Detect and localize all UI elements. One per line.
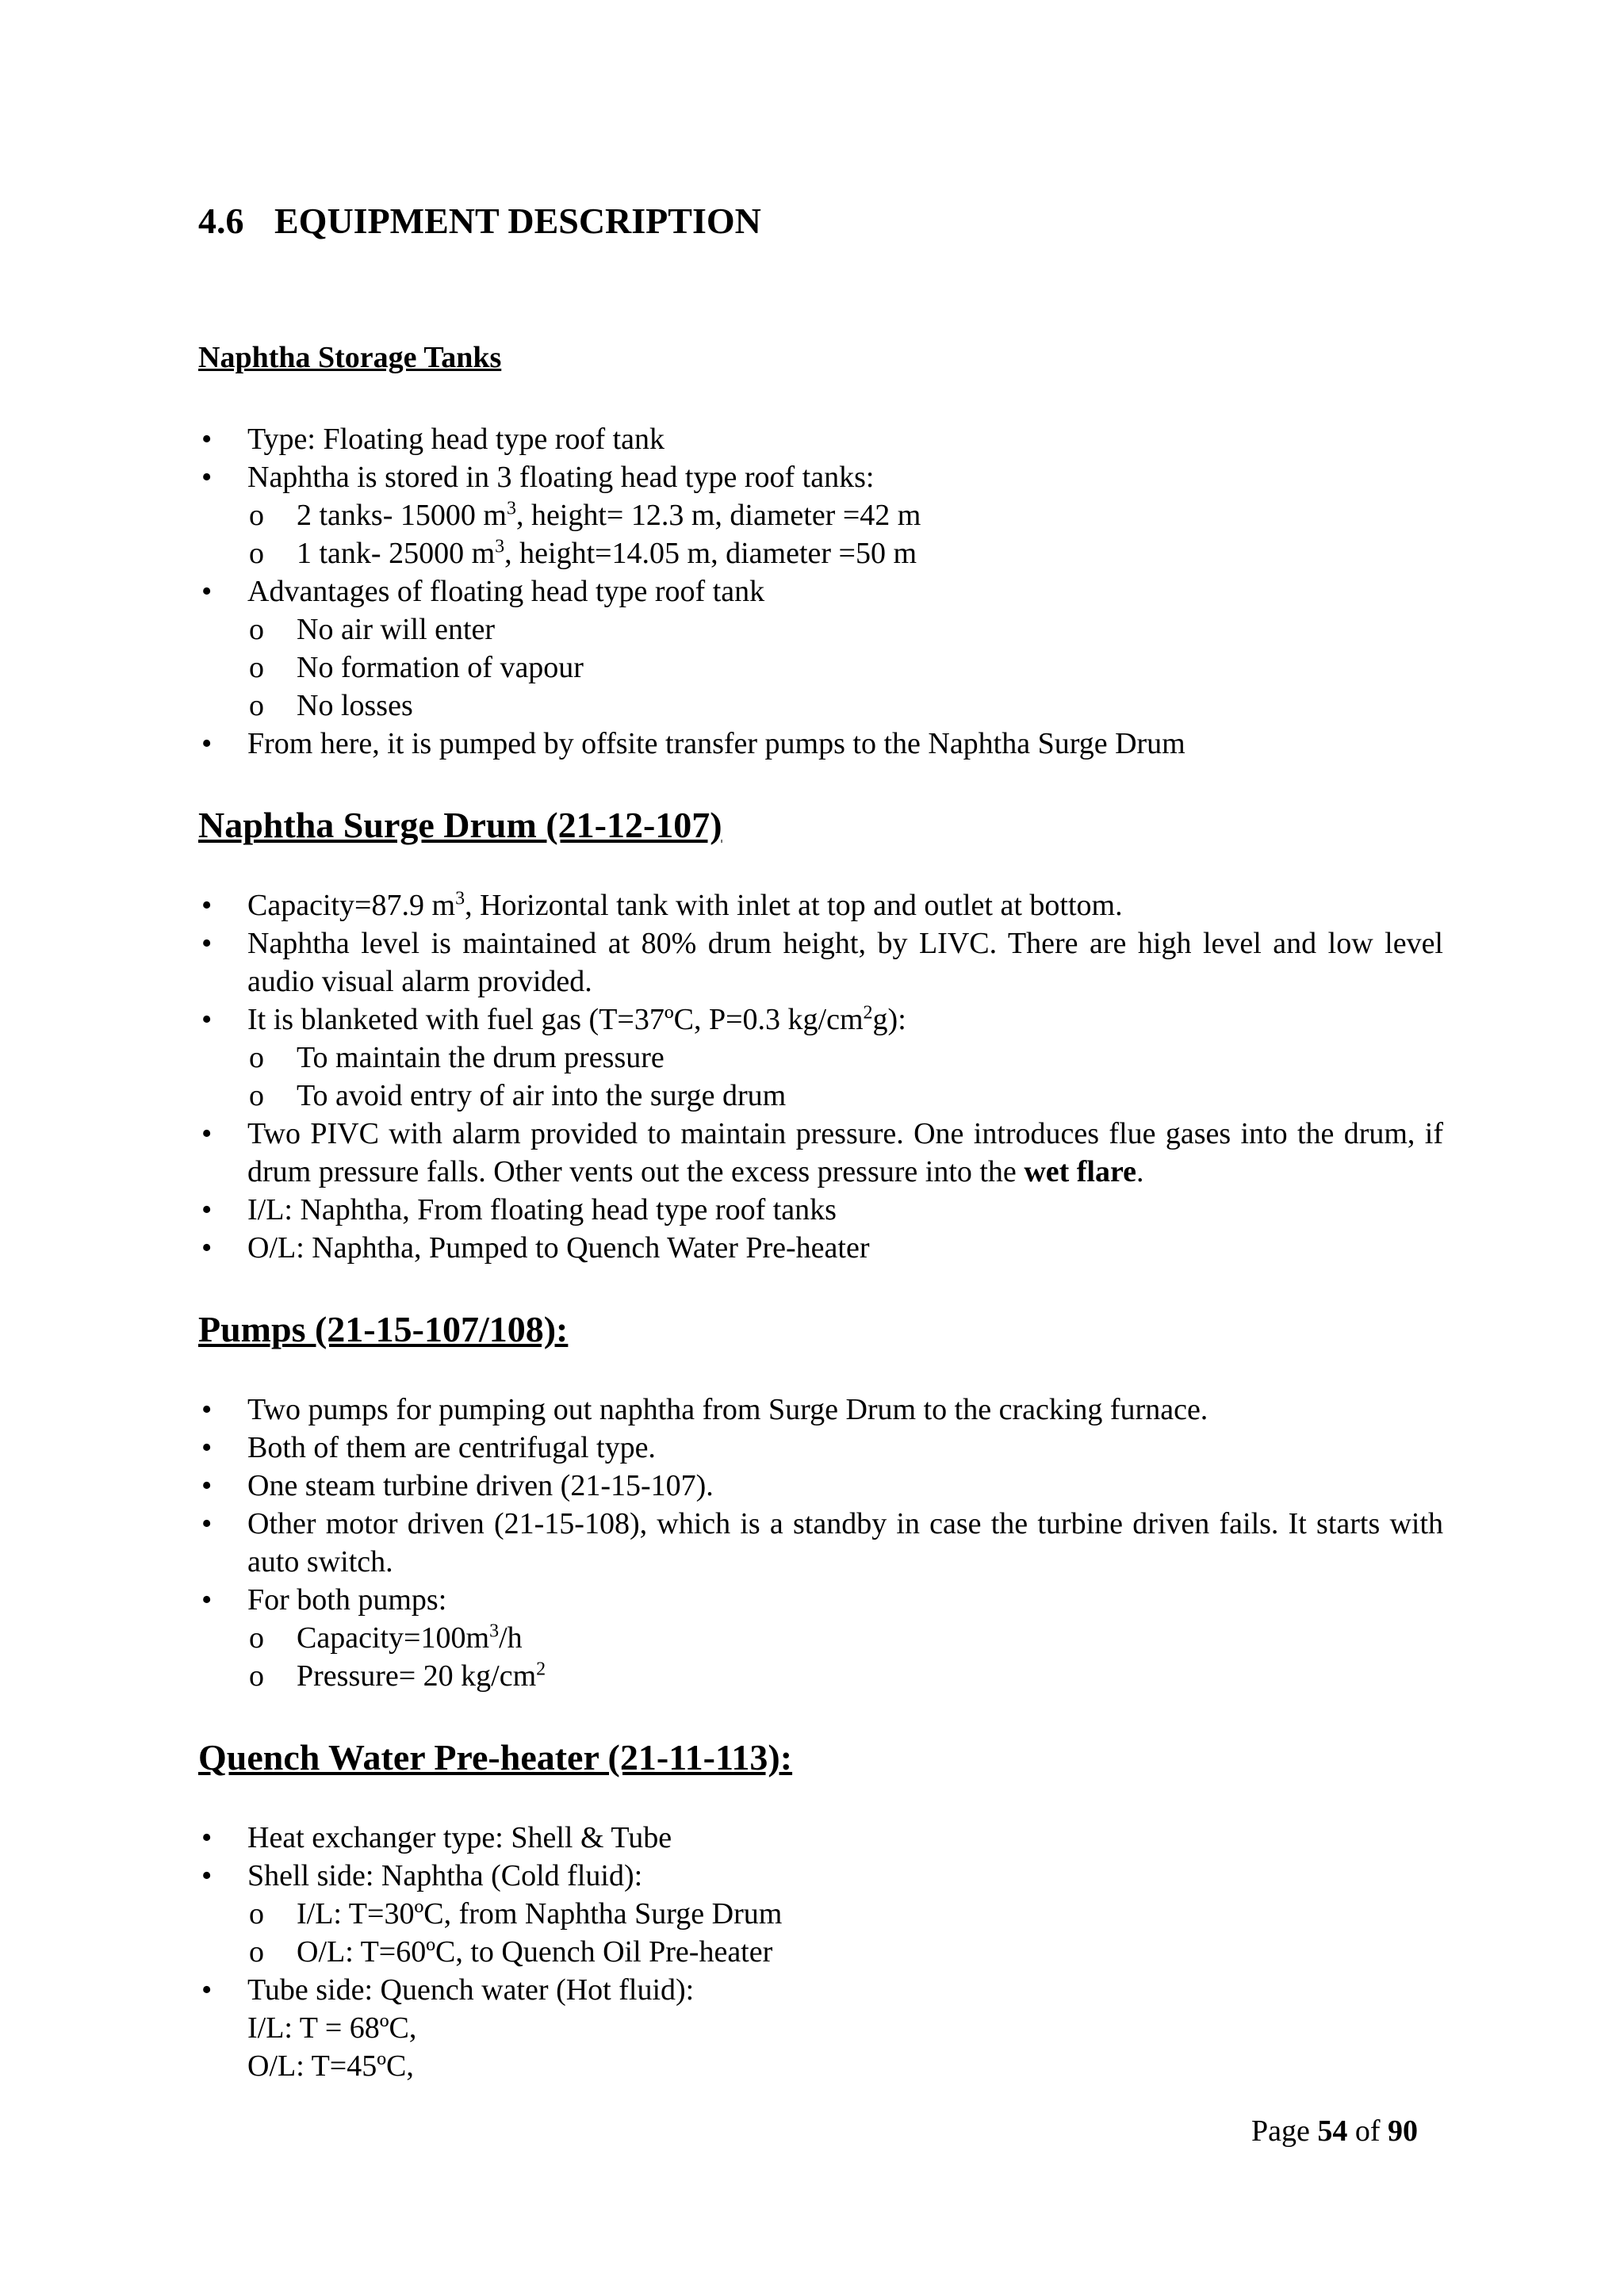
item-text: Shell side: Naphtha (Cold fluid):	[247, 1859, 643, 1892]
item-text: /h	[499, 1621, 523, 1655]
item-text: , height= 12.3 m, diameter =42 m	[515, 499, 921, 532]
item-text: It is blanketed with fuel gas (T=37ºC, P=0.3 kg/cm	[247, 1003, 864, 1036]
bullet-icon: •	[201, 927, 213, 960]
item-text: Capacity=100m	[297, 1621, 490, 1655]
tube-inlet-line: I/L: T = 68ºC,	[247, 2011, 417, 2045]
item-text: Pressure= 20 kg/cm	[297, 1659, 537, 1693]
item-text: O/L: T=60ºC, to Quench Oil Pre-heater	[297, 1935, 773, 1969]
item-text: , height=14.05 m, diameter =50 m	[504, 537, 917, 570]
circle-bullet-icon: o	[249, 1659, 264, 1693]
list-item	[198, 1191, 1443, 1229]
sub-list-item	[247, 534, 1443, 572]
bullet-icon: •	[201, 1193, 213, 1226]
circle-bullet-icon: o	[249, 1935, 264, 1969]
item-text: Naphtha is stored in 3 floating head type roof tanks:	[247, 461, 875, 494]
item-text: , Horizontal tank with inlet at top and outlet at bottom.	[465, 889, 1123, 922]
circle-bullet-icon: o	[249, 499, 264, 532]
bullet-icon: •	[201, 1231, 213, 1265]
sub-list	[247, 1895, 1443, 1971]
superscript: 3	[506, 498, 516, 519]
item-text: Two pumps for pumping out naphtha from Surge Drum to the cracking furnace.	[247, 1393, 1208, 1426]
bullet-icon: •	[201, 461, 213, 494]
sub-list	[247, 1039, 1443, 1115]
circle-bullet-icon: o	[249, 1041, 264, 1074]
item-text: .	[1136, 1155, 1144, 1188]
bullet-icon: •	[201, 1393, 213, 1426]
circle-bullet-icon: o	[249, 613, 264, 646]
item-text: Both of them are centrifugal type.	[247, 1431, 656, 1464]
sub-list	[247, 496, 1443, 572]
list-item	[198, 420, 1443, 458]
storage-tanks-list	[198, 420, 1443, 763]
bold-text: wet flare	[1024, 1155, 1137, 1188]
item-text: I/L: Naphtha, From floating head type roof tanks	[247, 1193, 837, 1226]
list-item	[198, 1229, 1443, 1267]
list-item	[198, 1819, 1443, 1857]
item-text: Capacity=87.9 m	[247, 889, 456, 922]
bullet-icon: •	[201, 889, 213, 922]
bullet-icon: •	[201, 1821, 213, 1854]
circle-bullet-icon: o	[249, 689, 264, 722]
sub-list-item	[247, 1657, 1443, 1695]
list-item	[198, 572, 1443, 725]
storage-tanks-heading: Naphtha Storage Tanks	[198, 341, 502, 374]
item-text: Two PIVC with alarm provided to maintain pressure. One introduces flue gases into the drum, if drum pressure falls. Other vents out the excess pressure into the	[247, 1117, 1443, 1188]
sub-list-item	[247, 1039, 1443, 1077]
bullet-icon: •	[201, 1469, 213, 1502]
list-item	[198, 1429, 1443, 1467]
list-item	[198, 1391, 1443, 1429]
bullet-icon: •	[201, 1973, 213, 2007]
sub-list-item	[247, 610, 1443, 649]
item-text: To maintain the drum pressure	[297, 1041, 665, 1074]
sub-list-item	[247, 1933, 1443, 1971]
list-item	[198, 1971, 1443, 2085]
of-label: of	[1354, 2114, 1381, 2148]
bullet-icon: •	[201, 727, 213, 760]
page-number: 54	[1317, 2114, 1348, 2148]
item-text: Other motor driven (21-15-108), which is a standby in case the turbine driven fails. It starts with auto switch.	[247, 1507, 1443, 1578]
superscript: 2	[863, 1002, 873, 1024]
sub-list-item	[247, 1077, 1443, 1115]
sub-list	[247, 1619, 1443, 1695]
section-number: 4.6	[198, 201, 244, 241]
item-text: No formation of vapour	[297, 651, 584, 684]
sub-list-item	[247, 1619, 1443, 1657]
list-item	[198, 1857, 1443, 1971]
list-item	[198, 924, 1443, 1001]
bullet-icon: •	[201, 1859, 213, 1892]
sub-list-item	[247, 1895, 1443, 1933]
item-text: Heat exchanger type: Shell & Tube	[247, 1821, 672, 1854]
list-item	[198, 458, 1443, 572]
item-text: No losses	[297, 689, 413, 722]
list-item	[198, 1581, 1443, 1695]
item-text: Type: Floating head type roof tank	[247, 423, 665, 456]
document-body	[198, 333, 1443, 2122]
page-total: 90	[1388, 2114, 1419, 2148]
superscript: 3	[495, 536, 505, 557]
section-title: EQUIPMENT DESCRIPTION	[274, 201, 761, 241]
bullet-icon: •	[201, 1583, 213, 1617]
sub-list-item	[247, 687, 1443, 725]
item-text: Naphtha level is maintained at 80% drum height, by LIVC. There are high level and low level audio visual alarm provided.	[247, 927, 1443, 998]
bullet-icon: •	[201, 1431, 213, 1464]
list-item	[198, 1001, 1443, 1115]
bullet-icon: •	[201, 1117, 213, 1150]
list-item	[198, 886, 1443, 924]
item-text: 1 tank- 25000 m	[297, 537, 496, 570]
superscript: 3	[489, 1621, 500, 1642]
sub-list-item	[247, 649, 1443, 687]
bullet-icon: •	[201, 423, 213, 456]
item-text: g):	[872, 1003, 906, 1036]
circle-bullet-icon: o	[249, 651, 264, 684]
list-item	[198, 725, 1443, 763]
circle-bullet-icon: o	[249, 1079, 264, 1112]
quench-heater-list	[198, 1819, 1443, 2085]
sub-list	[247, 610, 1443, 725]
item-text: 2 tanks- 15000 m	[297, 499, 507, 532]
item-text: Tube side: Quench water (Hot fluid):	[247, 1973, 695, 2007]
item-text: Advantages of floating head type roof tank	[247, 575, 765, 608]
item-text: One steam turbine driven (21-15-107).	[247, 1469, 714, 1502]
surge-drum-list	[198, 886, 1443, 1267]
item-text: I/L: T=30ºC, from Naphtha Surge Drum	[297, 1897, 783, 1931]
surge-drum-heading: Naphtha Surge Drum (21-12-107)	[198, 805, 722, 845]
sub-list-item	[247, 496, 1443, 534]
circle-bullet-icon: o	[249, 537, 264, 570]
item-text: O/L: Naphtha, Pumped to Quench Water Pre-heater	[247, 1231, 870, 1265]
item-text: For both pumps:	[247, 1583, 447, 1617]
page-footer	[1251, 2112, 1418, 2150]
tube-outlet-line: O/L: T=45ºC,	[247, 2049, 414, 2083]
section-heading	[198, 195, 761, 247]
list-item	[198, 1115, 1443, 1191]
list-item	[198, 1467, 1443, 1505]
circle-bullet-icon: o	[249, 1897, 264, 1931]
list-item	[198, 1505, 1443, 1581]
item-text: From here, it is pumped by offsite transfer pumps to the Naphtha Surge Drum	[247, 727, 1185, 760]
bullet-icon: •	[201, 1003, 213, 1036]
pumps-list	[198, 1391, 1443, 1695]
item-text: No air will enter	[297, 613, 496, 646]
pumps-heading: Pumps (21-15-107/108):	[198, 1309, 569, 1349]
quench-heater-heading: Quench Water Pre-heater (21-11-113):	[198, 1737, 793, 1777]
bullet-icon: •	[201, 1507, 213, 1540]
bullet-icon: •	[201, 575, 213, 608]
page-label: Page	[1251, 2114, 1310, 2148]
circle-bullet-icon: o	[249, 1621, 264, 1655]
superscript: 2	[536, 1659, 546, 1680]
item-text: To avoid entry of air into the surge drum	[297, 1079, 787, 1112]
superscript: 3	[455, 888, 465, 909]
